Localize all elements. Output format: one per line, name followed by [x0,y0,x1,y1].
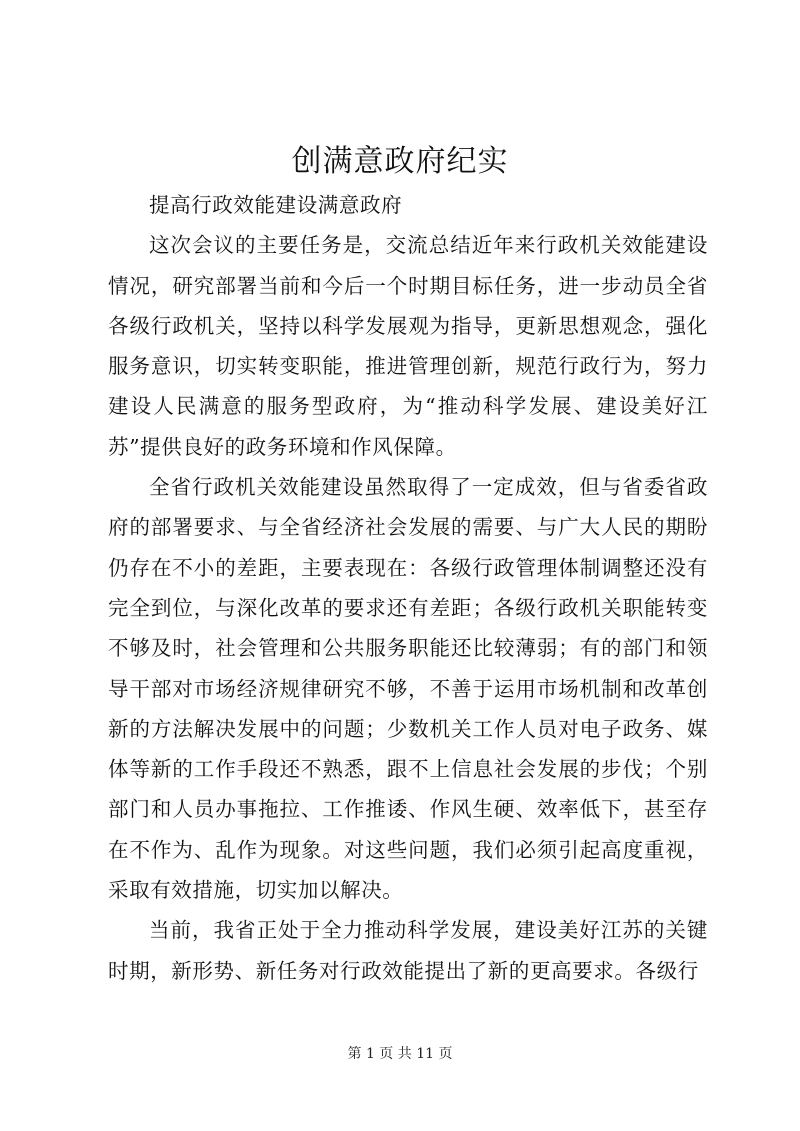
paragraph: 当前，我省正处于全力推动科学发展，建设美好江苏的关键时期，新形势、新任务对行政效能提出了新的更高要求。各级行 [108,918,708,983]
page-number-footer: 第 1 页 共 11 页 [347,1046,453,1062]
document-body [108,185,708,991]
paragraph: 这次会议的主要任务是，交流总结近年来行政机关效能建设情况，研究部署当前和今后一个时期目标任务，进一步动员全省各级行政机关，坚持以科学发展观为指导，更新思想观念，强化服务意识，切实转变职能，推进管理创新，规范行政行为，努力建设人民满意的服务型政府，为“推动科学发展、建设美好江苏”提供良好的政务环境和作风保障。 [108,233,708,459]
paragraph-subtitle: 提高行政效能建设满意政府 [149,193,403,217]
paragraph: 全省行政机关效能建设虽然取得了一定成效，但与省委省政府的部署要求、与全省经济社会发展的需要、与广大人民的期盼仍存在不小的差距，主要表现在：各级行政管理体制调整还没有完全到位，与深化改革的要求还有差距；各级行政机关职能转变不够及时，社会管理和公共服务职能还比较薄弱；有的部门和领导干部对市场经济规律研究不够，不善于运用市场机制和改革创新的方法解决发展中的问题；少数机关工作人员对电子政务、媒体等新的工作手段还不熟悉，跟不上信息社会发展的步伐；个别部门和人员办事拖拉、工作推诿、作风生硬、效率低下，甚至存在不作为、乱作为现象。对这些问题，我们必须引起高度重视，采取有效措施，切实加以解决。 [108,475,708,903]
document-title: 创满意政府纪实 [291,144,509,179]
